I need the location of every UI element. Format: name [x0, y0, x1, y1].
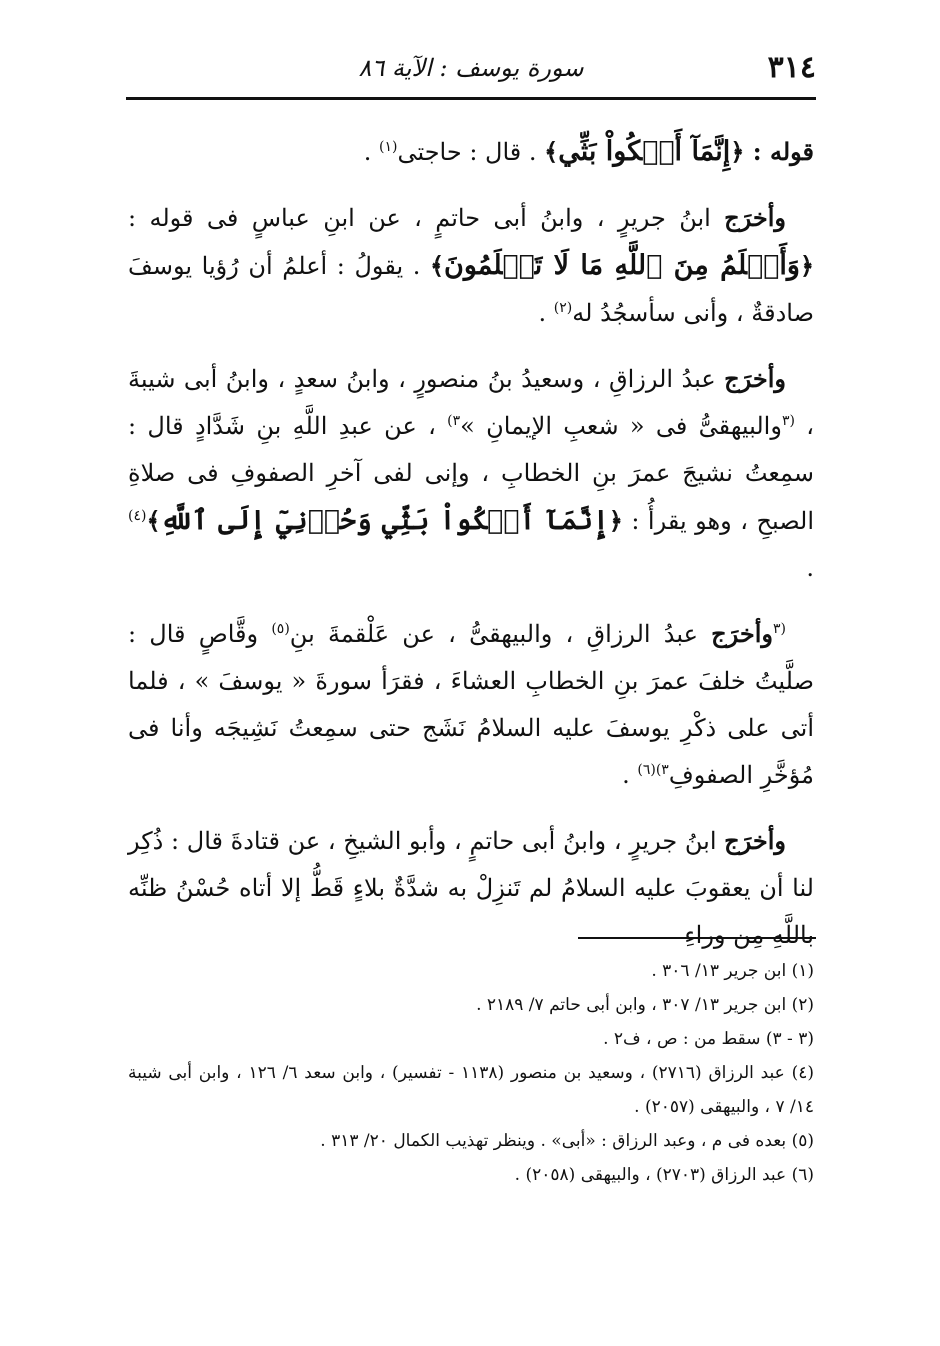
paragraph-lead: قوله :: [744, 137, 814, 166]
paragraph-4: [128, 610, 814, 799]
ornate-bracket-close: ﴾: [146, 506, 161, 535]
footnote-2: (٢) ابن جرير ١٣/ ٣٠٧ ، وابن أبى حاتم ٧/ ٢١٨٩ .: [476, 995, 814, 1015]
footnote-ref: (٣: [773, 621, 786, 637]
paragraph-lead: وأخرَج: [724, 364, 786, 393]
running-title: سورة يوسف : الآية ٨٦: [358, 54, 584, 82]
paragraph-lead: وأخرَج: [724, 826, 786, 855]
paragraph-1: [128, 128, 814, 176]
quran-verse: وَأَعۡلَمُ مِنَ ٱللَّهِ مَا لَا تَعۡلَمُونَ: [444, 250, 800, 281]
page-number: ٣١٤: [767, 50, 816, 85]
paragraph-text: . قال : حاجتى: [397, 138, 545, 166]
footnote-ref: (٥): [271, 621, 290, 637]
quran-verse: إِنَّمَآ أَشۡكُواْ بَثِّي: [558, 136, 731, 167]
footnote-ref: (١): [379, 139, 398, 155]
paragraph-end: .: [622, 761, 638, 789]
paragraph-3: [128, 355, 814, 592]
ornate-bracket-close: ﴾: [544, 137, 559, 166]
paragraph-text: والبيهقىُّ فى « شعبِ الإيمانِ »: [460, 412, 782, 440]
paragraph-text: عبدُ الرزاقِ ، وسعيدُ بنُ منصورٍ ، وابنُ سعدٍ ، وابنُ أبى شيبةَ ،: [128, 365, 814, 440]
footnote-ref: (٣: [781, 413, 795, 429]
footnote-1: (١) ابن جرير ١٣/ ٣٠٦ .: [651, 961, 814, 981]
footnotes: [128, 954, 814, 1192]
ornate-bracket-close: ﴾: [429, 251, 445, 280]
ornate-bracket-open: ﴿: [608, 506, 623, 535]
paragraph-text: ابنُ جريرٍ ، وابنُ أبى حاتمٍ ، عن ابنِ عباسٍ فى قوله :: [128, 204, 725, 232]
footnote-3: (٣ - ٣) سقط من : ص ، ف٢ .: [603, 1029, 814, 1049]
paragraph-end: .: [806, 554, 814, 582]
paragraph-text: عبدُ الرزاقِ ، والبيهقىُّ ، عن عَلْقمةَ بنِ: [289, 620, 712, 648]
paragraph-text: وقَّاصٍ قال : صلَّيتُ خلفَ عمرَ بنِ الخطابِ العشاءَ ، فقرَأ سورةَ « يوسفَ » ، فلما أتى على ذكْرِ يوسفَ عليه السلامُ نَشَج حتى سمِعتُ نَشِيجَه وأنا فى مُؤخَّرِ الصفوفِ: [128, 620, 814, 789]
paragraph-2: [128, 194, 814, 337]
footnote-ref: ٣)(٦): [637, 762, 669, 778]
footnote-ref: (٢): [553, 300, 573, 316]
paragraph-text: ابنُ جريرٍ ، وابنُ أبى حاتمٍ ، وأبو الشيخِ ، عن قتادةَ قال : ذُكِر لنا أن يعقوبَ عليه السلامُ لم تَنزِلْ به شدَّةٌ بلاءٍ قَطُّ إلا أتاه حُسْنُ ظنِّه باللَّهِ مِن وراءِ: [128, 827, 814, 949]
paragraph-end: .: [538, 299, 554, 327]
ornate-bracket-open: ﴿: [799, 251, 814, 280]
paragraph-end: .: [363, 138, 379, 166]
footnote-ref: ٣): [447, 413, 461, 429]
ornate-bracket-open: ﴿: [730, 137, 745, 166]
paragraph-lead: وأخرَج: [711, 619, 773, 648]
footnote-5: (٥) بعده فى م ، وعبد الرزاق : «أبى» . وينظر تهذيب الكمال ٢٠/ ٣١٣ .: [320, 1131, 814, 1151]
footnote-6: (٦) عبد الرزاق (٢٧٠٣) ، والبيهقى (٢٠٥٨) .: [514, 1165, 814, 1185]
main-text: [128, 128, 814, 977]
header-rule: [126, 97, 816, 100]
quran-verse: إِنَّمَآ أَشۡكُواْ بَثِّي وَحُزۡنِيٓ إِلَى ٱللَّهِ: [160, 505, 609, 536]
footnote-rule: [578, 937, 816, 939]
footnote-ref: (٤): [128, 508, 147, 524]
paragraph-text: . يقولُ : أعلمُ أن رُؤيا يوسفَ صادقةٌ ، وأنى سأسجُدُ له: [128, 252, 814, 327]
paragraph-lead: وأخرَج: [724, 203, 786, 232]
paragraph-text: ، عن عبدِ اللَّهِ بنِ شَدَّادٍ قال : سمِعتُ نشيجَ عمرَ بنِ الخطابِ ، وإنى لفى آخرِ الصفوفِ فى صلاةِ الصبحِ ، وهو يقرأُ :: [128, 412, 814, 535]
page-header: [126, 46, 816, 96]
footnote-4: (٤) عبد الرزاق (٢٧١٦) ، وسعيد بن منصور (١١٣٨ - تفسير) ، وابن سعد ٦/ ١٢٦ ، وابن أبى شيبة ١٤/ ٧ ، والبيهقى (٢٠٥٧) .: [128, 1063, 815, 1117]
